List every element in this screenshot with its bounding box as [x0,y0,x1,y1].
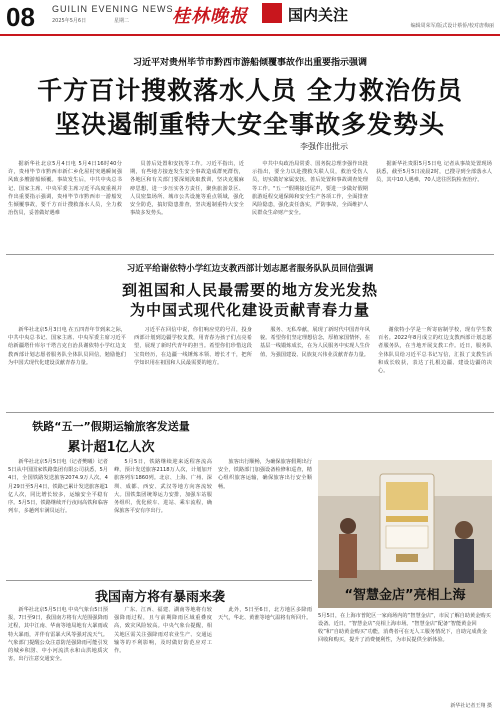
story1-col1-text: 据新华社北京5月4日电 5月4日16时40分许，贵州毕节市黔西市新仁乡化屋村突遇瞬间强风致多艘游船倾覆。事故发生后，中共中央总书记、国家主席、中央军委主席习近平高度重视并作出重要指示强调，贵州毕节市黔西市一游船发生倾覆事故，要千方百计搜救落水人员，全力救治伤员，妥善做好遇难 [8,161,122,217]
story-divider [6,580,312,581]
story3-kicker: 铁路“五一”假期运输旅客发送量 [32,420,190,433]
photo-credit: 新华社记者王翔 摄 [450,703,492,709]
story3-column-1 [8,458,108,576]
story2-col1-text: 新华社北京5月3日电 在五四青年节到来之际，中共中央总书记、国家主席、中央军委主席习近平给新疆塔什库尔干塔吉克自治县谢依特小学红边支教西部计划志愿者服务队全体队员回信，勉励他们为中国式现代化建设贡献青春力量。 [8,327,126,366]
section-divider [6,254,494,255]
story4-column-2 [114,606,212,716]
story3-col1-text: 新华社北京5月5日电（记者樊曦）记者5日从中国国家铁路集团有限公司获悉，5月4日，全国铁路发送旅客2074.9万人次。4月29日至5月4日，铁路已累计发送旅客超1亿人次，同比增长较多，运输安全平稳有序。5月5日，铁路继续开行夜间高铁和临客列车，多趟列车满员运行。 [8,459,108,515]
section-name: 国内关注 [288,6,349,24]
story2-column-4 [378,326,492,406]
story2-column-3 [260,326,370,406]
story4-headline: 我国南方将有暴雨来袭 [94,590,225,605]
story4-column-3 [218,606,312,716]
story3-col3-text: 旅客出行顺畅，为确保旅客假期出行安全，铁路部门加强设备检修和巡查，精心组织旅客运输，确保旅客出行安全顺畅。 [218,459,312,490]
story2-column-1 [8,326,126,406]
story1-headline-line2: 坚决遏制重特大安全事故多发势头 [54,110,445,139]
story1-byline: 李强作出批示 [300,142,348,151]
story1-column-1 [8,160,122,248]
story1-column-2 [130,160,244,248]
paper-name-english: GUILIN EVENING NEWS [52,4,174,14]
story2-headline-line2: 为中国式现代化建设贡献青春力量 [129,301,370,319]
story1-col3-text: 中共中央政治局常委、国务院总理李强作出批示指出，要全力以赴搜救失联人员，救治受伤人员，切实做好家属安抚、善后处置和事故调查处理等工作。"五一"假期接近尾声，要进一步做好假期旅游返程交通保障和安全生产各项工作，全面排查风险隐患，强化责任落实，严防事故，全面维护人民群众生命财产安全。 [252,161,368,217]
story1-headline-line1: 千方百计搜救落水人员 全力救治伤员 [37,76,463,105]
section-divider [6,412,494,413]
story3-col2-text: 5月5日，铁路继续迎来返程客流高峰，预计发送旅客2118万人次，计划加开旅客列车1860列。北京、上海、广州、深圳、成都、西安、武汉等地方向客流较大。国铁集团统筹运力安排，加强车站服务组织，优化候车、进站、乘车流程，确保旅客平安有序出行。 [114,459,212,515]
page-number: 08 [6,2,35,32]
issue-date: 2025年5月6日 [52,18,87,24]
story1-column-3 [252,160,368,248]
photo-title: “智慧金店”亮相上海 [344,588,466,603]
story1-col2-text: 员善后处置和安抚等工作。习近平指出，近期，有些地方接连发生安全事故造成群死群伤，各地区和有关部门要深刻汲取教训，坚决克服麻痹思想，进一步压实各方责任，聚焦旅游景区、人员密集场所、城市公共设施等重点领域，强化安全防范，搞好隐患排查，坚决遏制重特大安全事故多发势头。 [130,161,244,217]
story2-column-2 [134,326,252,406]
story1-col4-text: 据新华社贵阳5月5日电 记者从事故处置现场获悉，截至5月5日凌晨2时，已搜寻到全部落水人员，其中10人遇难，70人送往医院检查治疗。 [376,161,492,184]
story3-column-2 [114,458,212,576]
story4-col3-text: 此外，5日至6日，北方地区多降雨天气，华北、黄淮等地气温将有所回升。 [218,607,312,622]
story1-kicker: 习近平对贵州毕节市黔西市游船倾覆事故作出重要指示强调 [132,58,367,68]
newspaper-logo [172,2,256,27]
issue-weekday: 星期二 [114,18,130,24]
story4-col1-text: 新华社北京5月5日电 中央气象台5日预报，7日至9日，我国南方将有大范围强降雨过程，其中江南、华南等地局地有大暴雨或特大暴雨，并伴有雷暴大风等强对流天气。气象部门提醒公众注意防范强降雨可能引发的城乡积涝、中小河流洪水和山洪地质灾害，出行注意交通安全。 [8,607,108,663]
story2-kicker: 习近平给谢依特小学红边支教西部计划志愿者服务队队员回信强调 [126,264,374,274]
story4-column-1 [8,606,108,716]
photo-caption: 5月5日，在上海市普陀区一家商场内的“智慧金店”，市民了解自助黄金购买设备。近日，“智慧金店”亮相上海市场。“智慧金店”配备“智能黄金回收”和“自助黄金购买”功能，消费者可在无人工服务情况下，自助完成黄金回收和购买，提升了消费便利性，为市民提供全新体验。 [318,613,491,643]
newspaper-logo-text: 桂林晚报 [172,6,248,27]
story2-col2-text: 习近平在回信中说，你们响应党的号召，投身西部计划到边疆学校支教，用青春为孩子们点亮希望，展现了新时代青年的担当。希望你们珍惜这段宝贵经历，在边疆一线锤炼本领、增长才干，把所学知识用在祖国和人民最需要的地方。 [134,327,252,366]
page-header [0,0,500,36]
story3-headline: 累计超1亿人次 [67,440,155,455]
story3-column-3 [218,458,312,576]
section-marker-icon [262,3,282,23]
story2-col4-text: 谢依特小学是一所寄宿制学校，现有学生数百名。2022年8月成立的红边支教西部计划志愿者服务队，在当地开展支教工作。近日，服务队全体队员给习近平总书记写信，汇报了支教生活和成长收获，表达了扎根边疆、建设边疆的决心。 [378,327,492,375]
editor-credits: 编辑周荣军/版式设计蔡侨/校对唐梅丽 [410,23,494,29]
story4-col2-text: 广东、江西、福建、湖南等地将有较强降雨过程，且与前期降雨区域重叠度高，致灾风险较高。中央气象台提醒，相关地区需关注强降雨对农业生产、交通运输等的不利影响，及时做好防范应对工作。 [114,607,212,655]
story2-col3-text: 服务、无私奉献，展现了新时代中国青年风貌。希望你们坚定理想信念，厚植家国情怀，在基层一线锻炼成长，在为人民服务中实现人生价值，为强国建设、民族复兴伟业贡献青春力量。 [260,327,370,358]
story1-column-4 [376,160,492,248]
story2-headline-line1: 到祖国和人民最需要的地方发光发热 [121,281,378,299]
